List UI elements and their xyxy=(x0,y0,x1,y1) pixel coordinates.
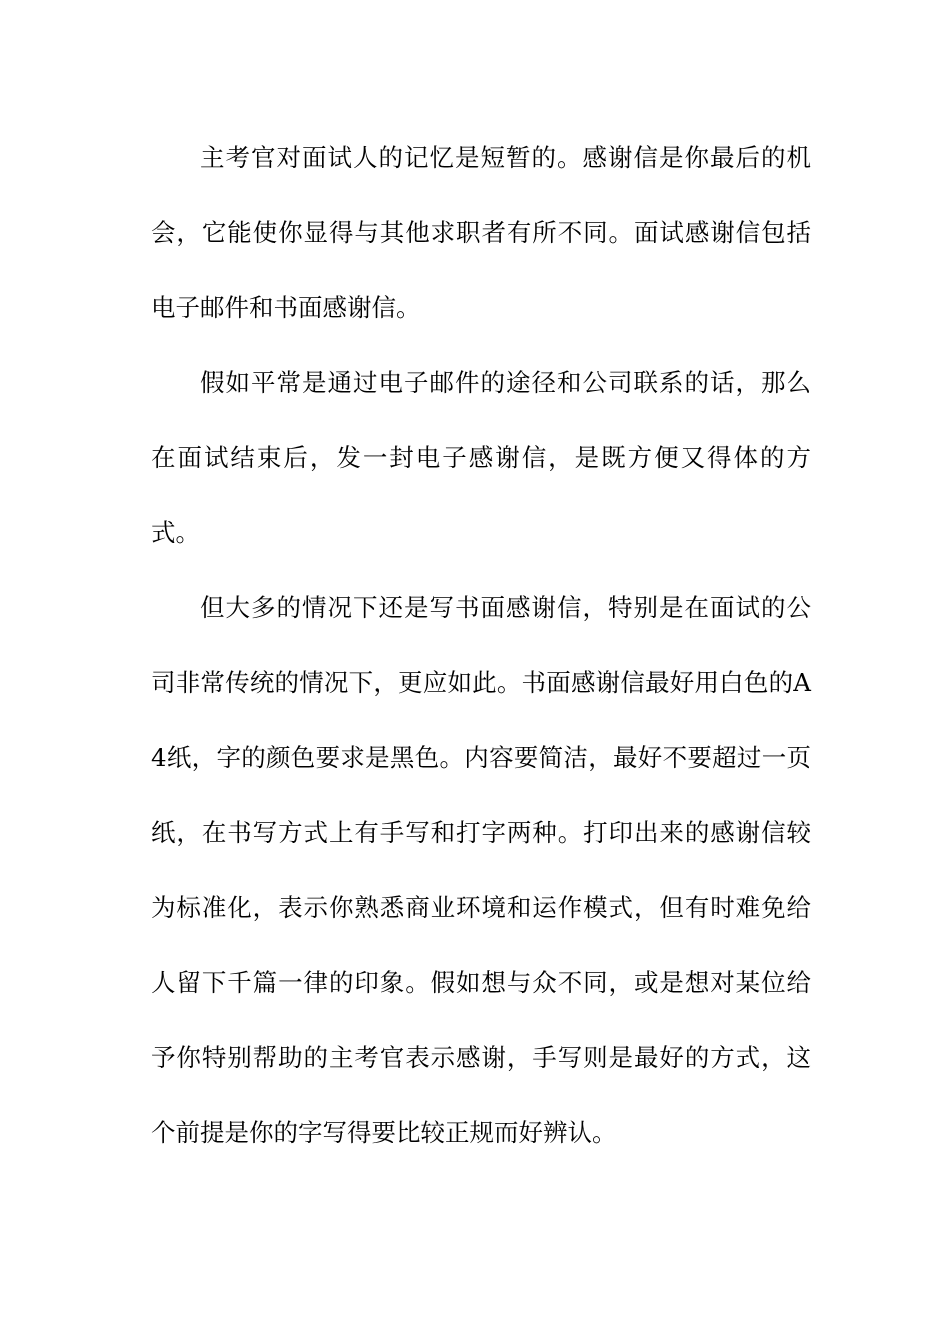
paragraph-2: 假如平常是通过电子邮件的途径和公司联系的话，那么在面试结束后，发一封电子感谢信，是既方便又得体的方式。 xyxy=(151,368,811,547)
paragraph-1: 主考官对面试人的记忆是短暂的。感谢信是你最后的机会，它能使你显得与其他求职者有所不同。面试感谢信包括电子邮件和书面感谢信。 xyxy=(151,143,811,322)
document-body xyxy=(151,120,811,1170)
paragraph-3: 但大多的情况下还是写书面感谢信，特别是在面试的公司非常传统的情况下，更应如此。书面感谢信最好用白色的A4纸，字的颜色要求是黑色。内容要简洁，最好不要超过一页纸，在书写方式上有手写和打字两种。打印出来的感谢信较为标准化，表示你熟悉商业环境和运作模式，但有时难免给人留下千篇一律的印象。假如想与众不同，或是想对某位给予你特别帮助的主考官表示感谢，手写则是最好的方式，这个前提是你的字写得要比较正规而好辨认。 xyxy=(151,593,811,1147)
